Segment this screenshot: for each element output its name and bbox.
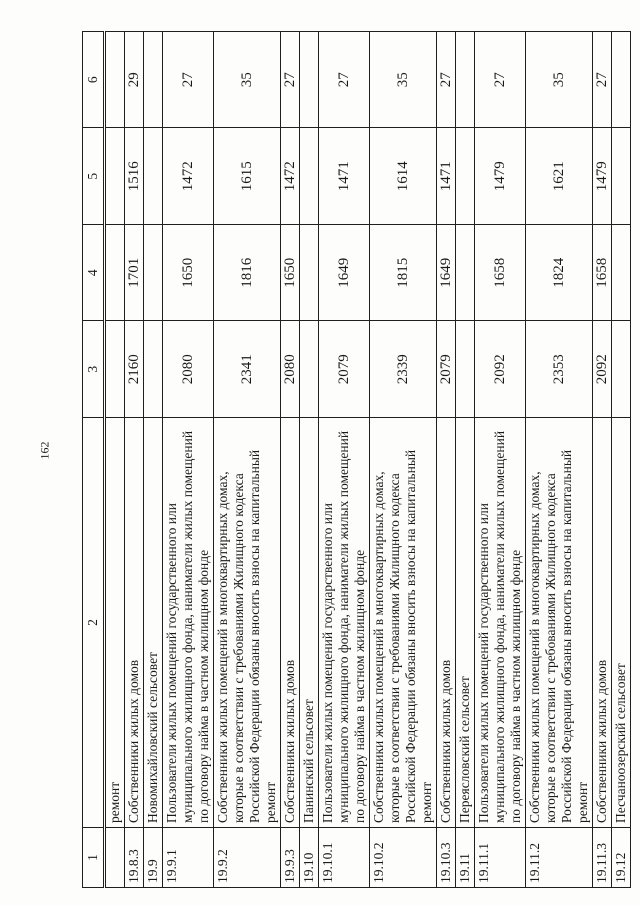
table-row — [437, 32, 456, 888]
tariff-table — [82, 31, 631, 888]
row-value-col6 — [300, 32, 319, 129]
row-value-col5: 1621 — [526, 128, 593, 225]
row-value-col3: 2341 — [214, 321, 281, 418]
table-row — [125, 32, 144, 888]
column-header: 1 — [83, 828, 105, 888]
row-name: Собственники жилых домов — [125, 418, 144, 828]
row-value-col6: 27 — [319, 32, 370, 129]
row-value-col4: 1816 — [214, 225, 281, 322]
row-value-col5: 1472 — [281, 128, 300, 225]
row-value-col6: 27 — [437, 32, 456, 129]
column-header: 2 — [83, 418, 105, 828]
row-code: 19.9.3 — [281, 828, 300, 888]
row-code: 19.10.2 — [370, 828, 437, 888]
row-value-col5 — [144, 128, 163, 225]
row-code: 19.9 — [144, 828, 163, 888]
row-value-col3 — [612, 321, 631, 418]
row-code: 19.11 — [456, 828, 475, 888]
column-header: 6 — [83, 32, 105, 129]
row-name: ремонт — [105, 418, 125, 828]
row-value-col5: 1472 — [163, 128, 214, 225]
row-value-col5: 1479 — [593, 128, 612, 225]
row-value-col3 — [300, 321, 319, 418]
row-code: 19.11.3 — [593, 828, 612, 888]
row-value-col6: 27 — [163, 32, 214, 129]
row-name: Панинский сельсовет — [300, 418, 319, 828]
table-row — [281, 32, 300, 888]
table-row — [593, 32, 612, 888]
row-value-col6: 29 — [125, 32, 144, 129]
row-value-col6 — [612, 32, 631, 129]
table-row — [456, 32, 475, 888]
row-name: Собственники жилых помещений в многоквартирных домах, которые в соответствии с требованиями Жилищного кодекса Российской Федерации обязаны вносить взносы на капитальный ремонт — [370, 418, 437, 828]
row-value-col4: 1824 — [526, 225, 593, 322]
row-value-col6: 35 — [214, 32, 281, 129]
row-value-col4: 1649 — [319, 225, 370, 322]
row-value-col4: 1815 — [370, 225, 437, 322]
column-header: 3 — [83, 321, 105, 418]
row-value-col6: 35 — [526, 32, 593, 129]
row-value-col3: 2339 — [370, 321, 437, 418]
row-value-col5: 1516 — [125, 128, 144, 225]
row-value-col3: 2092 — [593, 321, 612, 418]
row-code — [105, 828, 125, 888]
page-number: 162 — [37, 441, 52, 460]
row-value-col6: 35 — [370, 32, 437, 129]
row-value-col5 — [105, 128, 125, 225]
row-value-col6: 27 — [281, 32, 300, 129]
row-name: Переясловский сельсовет — [456, 418, 475, 828]
row-value-col4: 1658 — [593, 225, 612, 322]
table-row — [612, 32, 631, 888]
row-value-col6 — [144, 32, 163, 129]
row-value-col4 — [612, 225, 631, 322]
row-value-col3: 2080 — [163, 321, 214, 418]
row-value-col6: 27 — [475, 32, 526, 129]
table-row — [105, 32, 125, 888]
row-name: Пользователи жилых помещений государственного или муниципального жилищного фонда, наниматели жилых помещений по договору найма в частном жилищном фонде — [319, 418, 370, 828]
row-value-col5: 1614 — [370, 128, 437, 225]
row-value-col3: 2080 — [281, 321, 300, 418]
row-value-col3: 2079 — [319, 321, 370, 418]
row-value-col5: 1471 — [319, 128, 370, 225]
rotated-table-container — [82, 32, 628, 888]
table-row — [370, 32, 437, 888]
row-value-col5: 1615 — [214, 128, 281, 225]
row-code: 19.9.2 — [214, 828, 281, 888]
row-value-col3: 2353 — [526, 321, 593, 418]
row-value-col5 — [612, 128, 631, 225]
row-value-col4 — [144, 225, 163, 322]
row-name: Собственники жилых помещений в многоквартирных домах, которые в соответствии с требованиями Жилищного кодекса Российской Федерации обязаны вносить взносы на капитальный ремонт — [214, 418, 281, 828]
table-row — [300, 32, 319, 888]
row-value-col6 — [456, 32, 475, 129]
row-code: 19.10.3 — [437, 828, 456, 888]
row-code: 19.10.1 — [319, 828, 370, 888]
row-name: Новомихайловский сельсовет — [144, 418, 163, 828]
table-row — [144, 32, 163, 888]
row-code: 19.8.3 — [125, 828, 144, 888]
row-value-col6: 27 — [593, 32, 612, 129]
row-value-col3: 2160 — [125, 321, 144, 418]
column-header: 5 — [83, 128, 105, 225]
row-name: Собственники жилых домов — [281, 418, 300, 828]
row-name: Собственники жилых домов — [437, 418, 456, 828]
row-value-col3: 2079 — [437, 321, 456, 418]
row-value-col4: 1658 — [475, 225, 526, 322]
row-code: 19.9.1 — [163, 828, 214, 888]
row-value-col4: 1650 — [163, 225, 214, 322]
row-value-col3 — [105, 321, 125, 418]
row-code: 19.11.1 — [475, 828, 526, 888]
row-value-col5 — [456, 128, 475, 225]
row-name: Пользователи жилых помещений государственного или муниципального жилищного фонда, наниматели жилых помещений по договору найма в частном жилищном фонде — [475, 418, 526, 828]
row-value-col4: 1650 — [281, 225, 300, 322]
row-value-col4 — [105, 225, 125, 322]
row-code: 19.11.2 — [526, 828, 593, 888]
row-value-col3 — [456, 321, 475, 418]
row-value-col5: 1471 — [437, 128, 456, 225]
row-value-col4 — [300, 225, 319, 322]
row-value-col4 — [456, 225, 475, 322]
row-name: Песчаноозерский сельсовет — [612, 418, 631, 828]
row-code: 19.12 — [612, 828, 631, 888]
table-row — [526, 32, 593, 888]
row-value-col4: 1649 — [437, 225, 456, 322]
row-value-col4: 1701 — [125, 225, 144, 322]
row-value-col5 — [300, 128, 319, 225]
header-row — [83, 32, 105, 888]
row-value-col5: 1479 — [475, 128, 526, 225]
column-header: 4 — [83, 225, 105, 322]
table-row — [214, 32, 281, 888]
row-name: Собственники жилых помещений в многоквартирных домах, которые в соответствии с требованиями Жилищного кодекса Российской Федерации обязаны вносить взносы на капитальный ремонт — [526, 418, 593, 828]
table-row — [319, 32, 370, 888]
row-name: Собственники жилых домов — [593, 418, 612, 828]
table-row — [475, 32, 526, 888]
row-value-col3 — [144, 321, 163, 418]
table-row — [163, 32, 214, 888]
row-name: Пользователи жилых помещений государственного или муниципального жилищного фонда, наниматели жилых помещений по договору найма в частном жилищном фонде — [163, 418, 214, 828]
row-code: 19.10 — [300, 828, 319, 888]
row-value-col3: 2092 — [475, 321, 526, 418]
row-value-col6 — [105, 32, 125, 129]
